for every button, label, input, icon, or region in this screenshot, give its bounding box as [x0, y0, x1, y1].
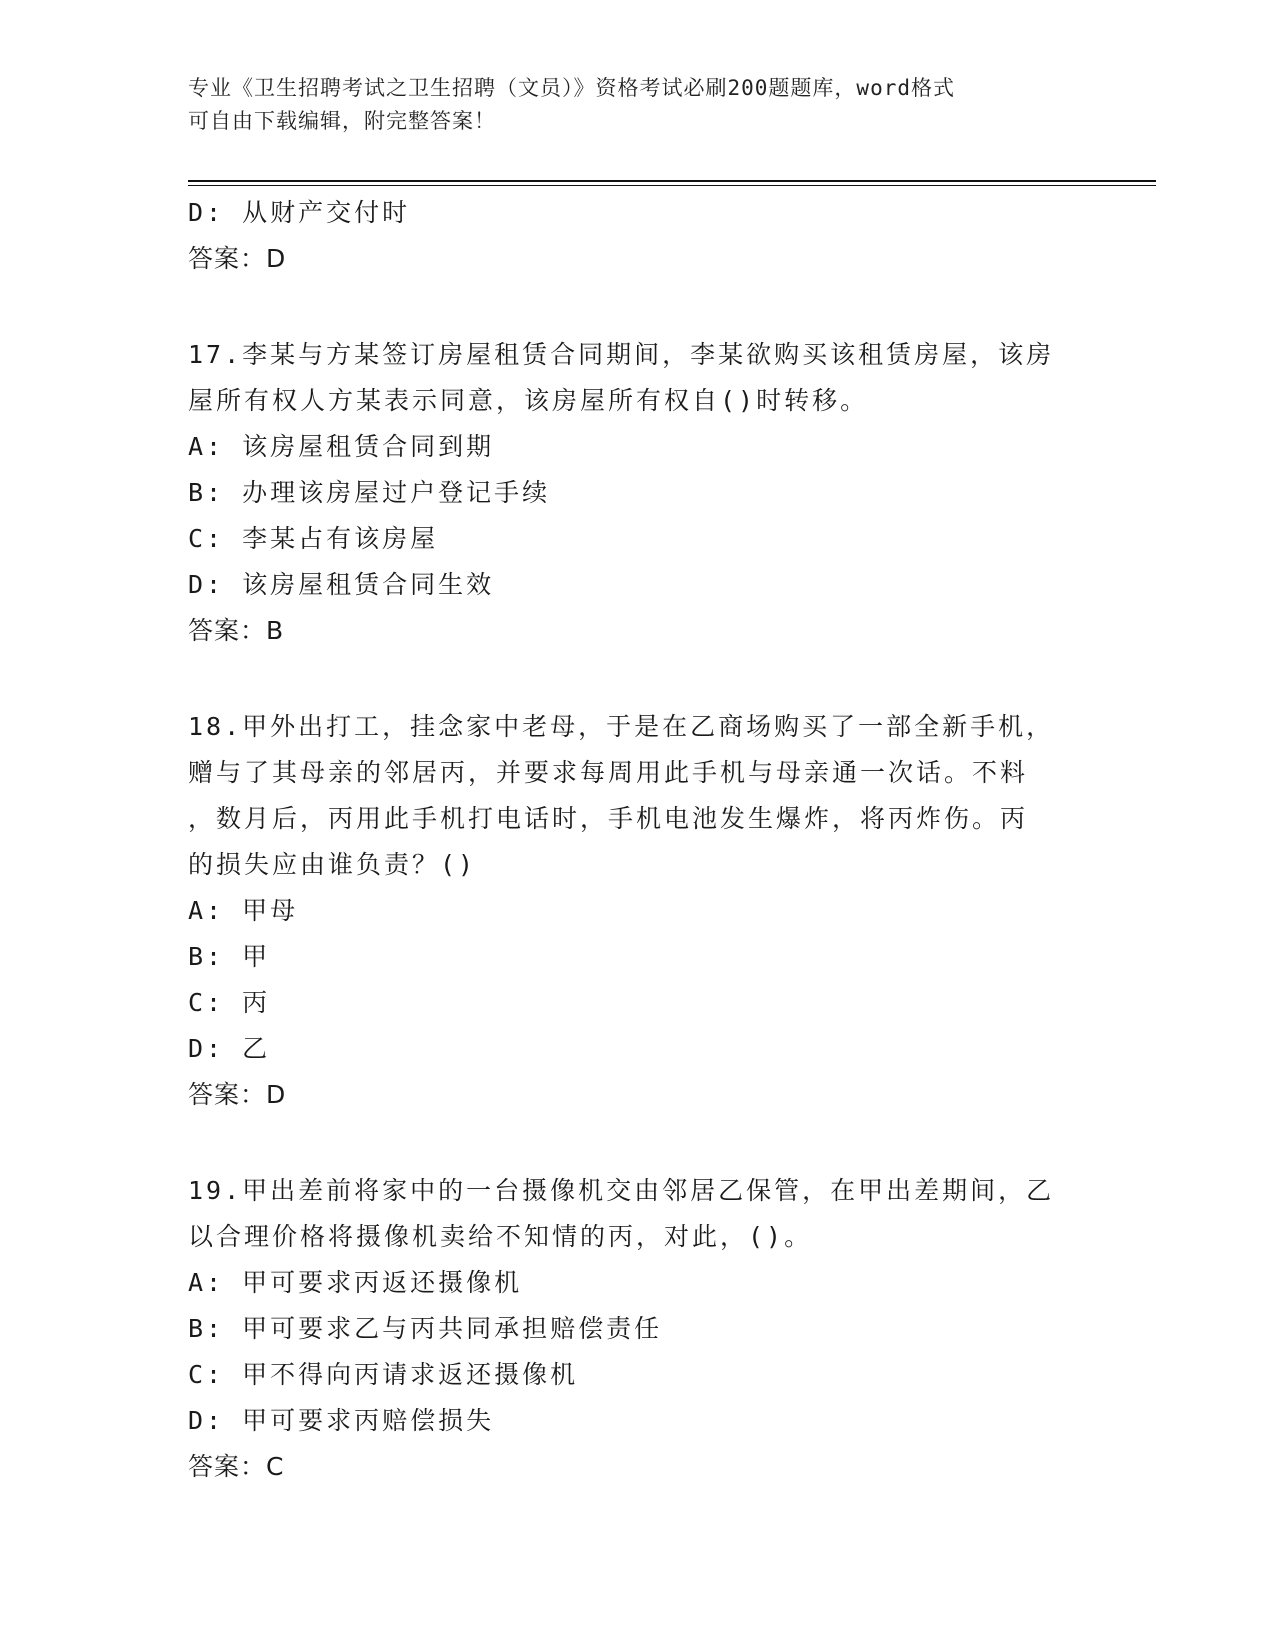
header-divider-thin	[188, 185, 1156, 186]
option-d: D: 乙	[188, 1034, 271, 1063]
stem-line: 屋所有权人方某表示同意，该房屋所有权自()时转移。	[188, 386, 869, 415]
header-divider-thick	[188, 180, 1156, 182]
question-stem	[188, 704, 1088, 888]
option-c: C: 李某占有该房屋	[188, 524, 439, 553]
option-d: D: 甲可要求丙赔偿损失	[188, 1406, 495, 1435]
question-stem	[188, 332, 1088, 424]
option-b: B: 甲可要求乙与丙共同承担赔偿责任	[188, 1314, 663, 1343]
stem-line: 18.甲外出打工，挂念家中老母，于是在乙商场购买了一部全新手机，	[188, 712, 1055, 741]
question-17	[188, 332, 1088, 654]
stem-line: 17.李某与方某签订房屋租赁合同期间，李某欲购买该租赁房屋，该房	[188, 340, 1055, 369]
header-line-1: 专业《卫生招聘考试之卫生招聘（文员）》资格考试必刷200题题库，word格式	[188, 76, 955, 100]
option-a: A: 该房屋租赁合同到期	[188, 432, 495, 461]
option-c: C: 甲不得向丙请求返还摄像机	[188, 1360, 579, 1389]
question-19	[188, 1168, 1088, 1490]
answer-line: 答案：C	[188, 1452, 285, 1481]
option-c: C: 丙	[188, 988, 271, 1017]
answer-line: 答案：D	[188, 1080, 287, 1109]
option-b: B: 办理该房屋过户登记手续	[188, 478, 551, 507]
answer-line: 答案：D	[188, 244, 287, 273]
stem-line: 以合理价格将摄像机卖给不知情的丙，对此，()。	[188, 1222, 813, 1251]
option-a: A: 甲母	[188, 896, 299, 925]
document-body	[188, 190, 1088, 1490]
stem-line: ，数月后，丙用此手机打电话时，手机电池发生爆炸，将丙炸伤。丙	[188, 804, 1029, 833]
stem-line: 19.甲出差前将家中的一台摄像机交由邻居乙保管，在甲出差期间，乙	[188, 1176, 1055, 1205]
previous-question-tail	[188, 190, 1088, 282]
stem-line: 的损失应由谁负责？()	[188, 850, 477, 879]
option-a: A: 甲可要求丙返还摄像机	[188, 1268, 523, 1297]
header-line-2: 可自由下载编辑，附完整答案！	[188, 109, 496, 133]
option-d: D: 该房屋租赁合同生效	[188, 570, 495, 599]
question-18	[188, 704, 1088, 1118]
question-stem	[188, 1168, 1088, 1260]
answer-line: 答案：B	[188, 616, 285, 645]
stem-line: 赠与了其母亲的邻居丙，并要求每周用此手机与母亲通一次话。不料	[188, 758, 1029, 787]
document-header	[188, 72, 1068, 138]
option-b: B: 甲	[188, 942, 271, 971]
option-d: D: 从财产交付时	[188, 198, 411, 227]
